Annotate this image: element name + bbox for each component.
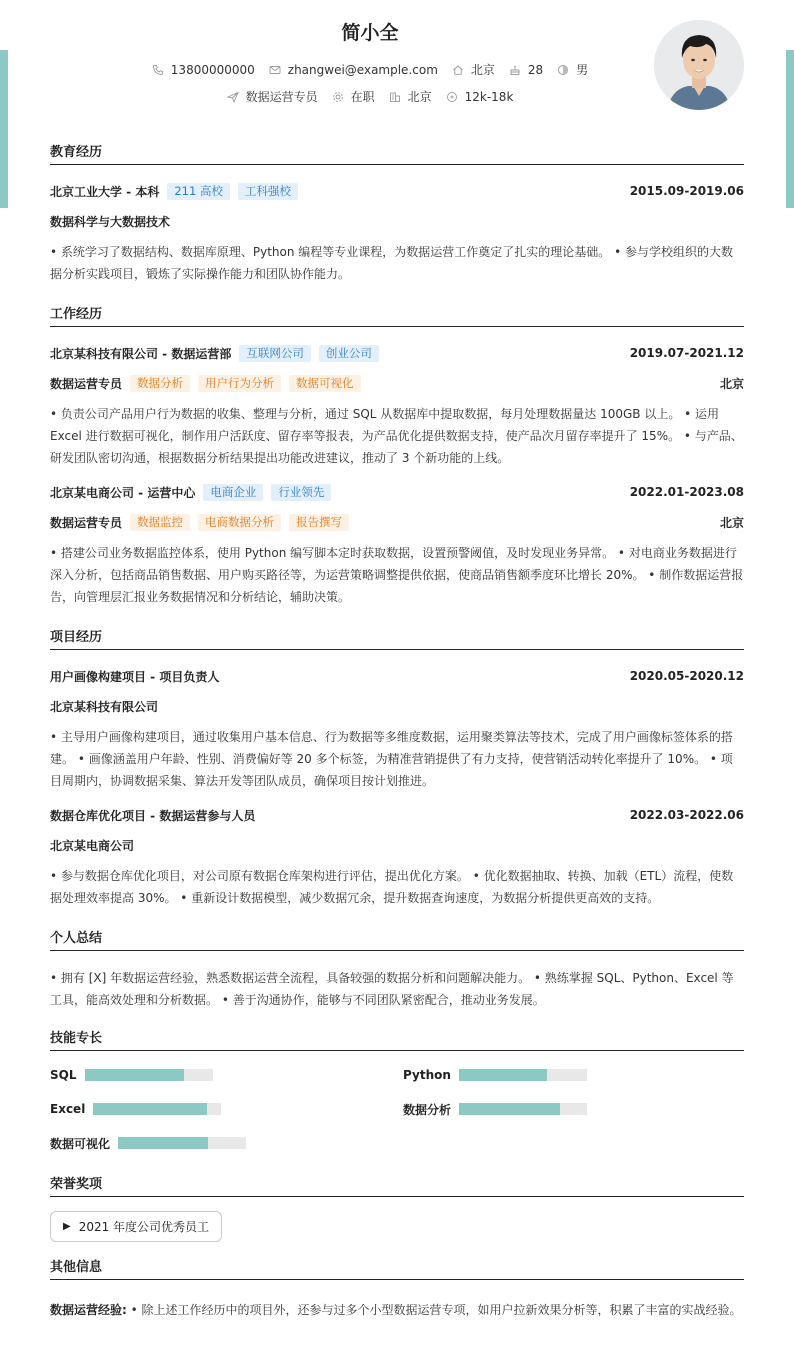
skill-level-fill	[85, 1069, 185, 1081]
project-date: 2020.05-2020.12	[629, 669, 744, 683]
skill-bar	[118, 1137, 246, 1149]
school-tag: 工科强校	[238, 183, 298, 200]
skill-level-fill	[459, 1103, 560, 1115]
job-intent-row	[50, 88, 690, 105]
gender-icon	[557, 64, 569, 76]
work-date: 2022.01-2023.08	[629, 485, 744, 499]
education-section	[50, 141, 744, 285]
work-description: • 负责公司产品用户行为数据的收集、整理与分析，通过 SQL 从数据库中提取数据，每月处理数据量达 100GB 以上。 • 运用 Excel 进行数据可视化，制作用户活跃度、留存率等报表，为产品优化提供数据支持，使产品次月留存率提升了 15%。 • 与产品、研发团队密切沟通，根据数据分析结果提出功能改进建议，推动了 3 个新功能的上线。	[50, 407, 743, 465]
position-text: 数据运营专员	[245, 90, 318, 104]
skill-tag: 数据可视化	[289, 375, 361, 392]
work-city: 北京	[719, 376, 744, 391]
education-entry	[50, 182, 744, 285]
age-info	[509, 63, 543, 77]
skill-tag: 用户行为分析	[198, 375, 281, 392]
skill-name: Python	[403, 1068, 451, 1082]
city-text: 北京	[470, 63, 495, 77]
section-title-education: 教育经历	[50, 141, 744, 165]
skill-item	[50, 1137, 403, 1149]
age-text: 28	[527, 62, 544, 77]
target-city-info	[389, 88, 432, 105]
project-name: 用户画像构建项目 - 项目负责人	[50, 669, 220, 684]
skill-level-fill	[459, 1069, 547, 1081]
other-section	[50, 1256, 744, 1320]
right-accent-bar	[786, 50, 794, 208]
salary-info	[446, 90, 514, 104]
status-text: 在职	[350, 90, 375, 104]
coin-icon	[446, 91, 458, 103]
projects-section	[50, 626, 744, 909]
skills-grid	[50, 1069, 744, 1149]
work-description: • 搭建公司业务数据监控体系，使用 Python 编写脚本定时获取数据，设置预警阈值，及时发现业务异常。 • 对电商业务数据进行深入分析，包括商品销售数据、用户购买路径等，为运营策略调整提供依据，使商品销售额季度环比增长 20%。 • 制作数据运营报告，向管理层汇报业务数据情况和分析结论，辅助决策。	[50, 546, 744, 604]
skills-section	[50, 1027, 744, 1149]
skill-item	[403, 1103, 744, 1115]
section-title-work: 工作经历	[50, 303, 744, 327]
summary-section	[50, 927, 744, 1011]
city-info	[452, 61, 495, 78]
work-entry	[50, 344, 744, 469]
other-info-line	[50, 1300, 744, 1320]
section-title-skills: 技能专长	[50, 1027, 744, 1051]
avatar	[654, 20, 744, 110]
building-icon	[389, 91, 401, 103]
other-info-text: • 除上述工作经历中的项目外，还参与过多个小型数据运营专项，如用户拉新效果分析等，积累了丰富的实战经验。	[130, 1303, 742, 1317]
award-label: 2021 年度公司优秀员工	[78, 1220, 210, 1234]
position-info	[227, 88, 318, 105]
company-name: 北京某科技有限公司 - 数据运营部	[50, 346, 232, 361]
major-name: 数据科学与大数据技术	[50, 214, 171, 229]
gender-text: 男	[576, 63, 589, 77]
gender-info	[557, 61, 588, 78]
company-tag: 行业领先	[271, 484, 331, 501]
work-city: 北京	[719, 515, 744, 530]
expand-triangle-icon: ▶	[63, 1221, 71, 1232]
project-description: • 主导用户画像构建项目，通过收集用户基本信息、行为数据等多维度数据，运用聚类算法等技术，完成了用户画像标签体系的搭建。 • 画像涵盖用户年龄、性别、消费偏好等 20 多个标签，为精准营销提供了有力支持，使营销活动转化率提升了 10%。 • 项目周期内，协调数据采集、算法开发等团队成员，确保项目按计划推进。	[50, 730, 733, 788]
awards-section	[50, 1173, 744, 1242]
target-city-text: 北京	[407, 90, 432, 104]
avatar-portrait	[654, 20, 744, 110]
skill-tag: 电商数据分析	[198, 514, 281, 531]
skill-tag: 报告撰写	[289, 514, 349, 531]
company-name: 北京某电商公司 - 运营中心	[50, 485, 196, 500]
phone-icon	[152, 64, 164, 76]
project-description: • 参与数据仓库优化项目，对公司原有数据仓库架构进行评估，提出优化方案。 • 优化数据抽取、转换、加载（ETL）流程，使数据处理效率提高 30%。 • 重新设计数据模型，减少数据冗余，提升数据查询速度，为数据分析提供更高效的支持。	[50, 869, 734, 905]
company-tag: 互联网公司	[239, 345, 311, 362]
left-accent-bar	[0, 50, 8, 208]
gear-icon	[332, 91, 344, 103]
project-company: 北京某科技有限公司	[50, 699, 159, 714]
skill-bar	[93, 1103, 221, 1115]
skill-bar	[459, 1103, 587, 1115]
job-role: 数据运营专员	[50, 515, 123, 530]
skill-name: 数据可视化	[50, 1136, 111, 1151]
project-date: 2022.03-2022.06	[629, 808, 744, 822]
skill-name: 数据分析	[403, 1102, 452, 1117]
project-company: 北京某电商公司	[50, 838, 135, 853]
resume-header	[50, 0, 744, 125]
other-info-label: 数据运营经验:	[50, 1303, 127, 1317]
skill-item	[50, 1103, 403, 1115]
section-title-awards: 荣誉奖项	[50, 1173, 744, 1197]
skill-level-fill	[93, 1103, 207, 1115]
salary-text: 12k-18k	[464, 89, 514, 104]
status-info	[332, 88, 375, 105]
skill-level-fill	[118, 1137, 208, 1149]
work-section	[50, 303, 744, 608]
phone-info	[152, 63, 255, 77]
cake-icon	[509, 64, 521, 76]
email-text: zhangwei@example.com	[287, 62, 438, 77]
resume-page	[50, 0, 744, 1320]
section-title-summary: 个人总结	[50, 927, 744, 951]
skill-item	[50, 1069, 403, 1081]
send-icon	[227, 91, 239, 103]
school-tag: 211 高校	[167, 183, 230, 200]
section-title-projects: 项目经历	[50, 626, 744, 650]
project-name: 数据仓库优化项目 - 数据运营参与人员	[50, 808, 256, 823]
skill-bar	[459, 1069, 587, 1081]
skill-name: SQL	[50, 1068, 77, 1082]
education-date: 2015.09-2019.06	[629, 184, 744, 198]
school-name: 北京工业大学 - 本科	[50, 184, 160, 199]
candidate-name: 简小全	[341, 22, 399, 44]
company-tag: 电商企业	[203, 484, 263, 501]
skill-name: Excel	[50, 1102, 86, 1116]
mail-icon	[269, 64, 281, 76]
email-info	[269, 63, 438, 77]
job-role: 数据运营专员	[50, 376, 123, 391]
phone-text: 13800000000	[170, 62, 255, 77]
education-description: • 系统学习了数据结构、数据库原理、Python 编程等专业课程，为数据运营工作奠定了扎实的理论基础。 • 参与学校组织的大数据分析实践项目，锻炼了实际操作能力和团队协作能力。	[50, 245, 734, 281]
work-entry	[50, 483, 744, 608]
contact-row	[50, 61, 690, 78]
project-entry	[50, 667, 744, 792]
company-tag: 创业公司	[319, 345, 379, 362]
skill-tag: 数据监控	[130, 514, 190, 531]
skill-item	[403, 1069, 744, 1081]
skill-bar	[85, 1069, 213, 1081]
home-icon	[452, 64, 464, 76]
award-item-button[interactable]	[50, 1211, 222, 1242]
section-title-other: 其他信息	[50, 1256, 744, 1280]
project-entry	[50, 806, 744, 909]
skill-tag: 数据分析	[130, 375, 190, 392]
work-date: 2019.07-2021.12	[629, 346, 744, 360]
summary-text: • 拥有 [X] 年数据运营经验，熟悉数据运营全流程，具备较强的数据分析和问题解决能力。 • 熟练掌握 SQL、Python、Excel 等工具，能高效处理和分析数据。 • 善于沟通协作，能够与不同团队紧密配合，推动业务发展。	[50, 971, 734, 1007]
